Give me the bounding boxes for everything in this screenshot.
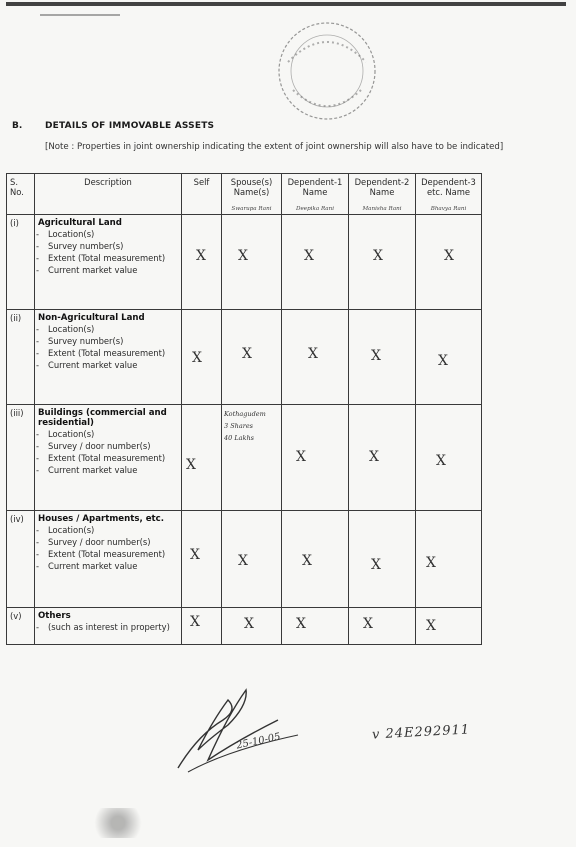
note-line: Kothagudem — [224, 410, 266, 418]
list-item: - Extent (Total measurement) — [38, 252, 178, 264]
handwritten-signature — [168, 680, 308, 780]
table-row — [7, 405, 482, 511]
cross-mark: X — [244, 616, 254, 632]
list-item: - Survey number(s) — [38, 240, 178, 252]
dependent-3-cell — [416, 215, 482, 310]
section-number: B. — [12, 121, 23, 131]
note-line: 3 Shares — [224, 422, 254, 430]
self-cell — [182, 608, 222, 645]
list-item: - Current market value — [38, 560, 178, 572]
cross-mark: X — [190, 547, 200, 563]
cross-mark: X — [369, 449, 379, 465]
dependent-3-handwritten-name: Bhavya Rani — [430, 206, 467, 212]
list-item: - Extent (Total measurement) — [38, 452, 178, 464]
dependent-3-cell — [416, 511, 482, 608]
table-row — [7, 310, 482, 405]
cross-mark: X — [242, 346, 252, 362]
handwritten-reference: v 24E292911 — [371, 722, 471, 743]
dependent-1-cell — [282, 608, 349, 645]
cross-mark: X — [444, 248, 454, 264]
table-row — [7, 511, 482, 608]
list-item: - Survey / door number(s) — [38, 536, 178, 548]
list-item: - Location(s) — [38, 428, 178, 440]
row-sno: (iv) — [7, 511, 35, 608]
dependent-2-handwritten-name: Manisha Rani — [362, 206, 402, 212]
row-description — [35, 310, 182, 405]
row-sno: (v) — [7, 608, 35, 645]
dependent-3-cell — [416, 405, 482, 511]
row-title: Others — [38, 611, 71, 621]
cross-mark: X — [373, 248, 383, 264]
immovable-assets-table — [6, 173, 482, 645]
dependent-3-cell — [416, 310, 482, 405]
official-seal-stamp — [268, 12, 386, 130]
list-item: - Survey number(s) — [38, 335, 178, 347]
spouse-cell — [222, 511, 282, 608]
row-description — [35, 608, 182, 645]
list-item: - Extent (Total measurement) — [38, 548, 178, 560]
row-title: Agricultural Land — [38, 218, 122, 228]
top-edge-mark — [40, 14, 120, 16]
section-note: [Note : Properties in joint ownership indicating the extent of joint ownership will also have to be indicated] — [45, 142, 504, 152]
cross-mark: X — [192, 350, 202, 366]
spouse-cell — [222, 215, 282, 310]
list-item: - (such as interest in property) — [38, 621, 178, 633]
top-edge-line — [6, 2, 566, 9]
row-sno: (i) — [7, 215, 35, 310]
row-description — [35, 511, 182, 608]
cross-mark: X — [371, 348, 381, 364]
cross-mark: X — [296, 449, 306, 465]
row-description — [35, 405, 182, 511]
list-item: - Location(s) — [38, 323, 178, 335]
list-item: - Survey / door number(s) — [38, 440, 178, 452]
dependent-2-cell — [349, 608, 416, 645]
header-dependent-2-label: Dependent-2 Name — [354, 177, 410, 197]
list-item: - Location(s) — [38, 228, 178, 240]
table-row — [7, 215, 482, 310]
list-item: - Extent (Total measurement) — [38, 347, 178, 359]
header-spouse-label: Spouse(s) Name(s) — [230, 177, 273, 197]
cross-mark: X — [304, 248, 314, 264]
smudge-mark — [88, 808, 148, 838]
list-item: - Current market value — [38, 464, 178, 476]
dependent-2-cell — [349, 405, 416, 511]
cross-mark: X — [238, 248, 248, 264]
cross-mark: X — [186, 457, 196, 473]
spouse-cell — [222, 310, 282, 405]
cross-mark: X — [363, 616, 373, 632]
cross-mark: X — [426, 618, 436, 634]
list-item: - Current market value — [38, 359, 178, 371]
dependent-2-cell — [349, 215, 416, 310]
spouse-cell — [222, 608, 282, 645]
table-row — [7, 608, 482, 645]
signature-date: 25-10-05 — [235, 731, 282, 752]
cross-mark: X — [438, 353, 448, 369]
cross-mark: X — [436, 453, 446, 469]
header-spouse — [222, 174, 282, 215]
self-cell — [182, 405, 222, 511]
header-description: Description — [35, 174, 182, 215]
header-dependent-3-label: Dependent-3 etc. Name — [421, 177, 476, 197]
header-dependent-1 — [282, 174, 349, 215]
cross-mark: X — [296, 616, 306, 632]
section-title: DETAILS OF IMMOVABLE ASSETS — [45, 121, 215, 131]
row-sno: (ii) — [7, 310, 35, 405]
dependent-3-cell — [416, 608, 482, 645]
dependent-1-cell — [282, 310, 349, 405]
row-title: Buildings (commercial and residential) — [38, 408, 167, 428]
dependent-1-cell — [282, 215, 349, 310]
spouse-handwritten-name: Swarupa Rani — [231, 206, 272, 212]
list-item: - Current market value — [38, 264, 178, 276]
cross-mark: X — [196, 248, 206, 264]
dependent-1-handwritten-name: Deepika Rani — [295, 206, 335, 212]
row-description — [35, 215, 182, 310]
spouse-cell — [222, 405, 282, 511]
row-title: Houses / Apartments, etc. — [38, 514, 165, 524]
header-dependent-2 — [349, 174, 416, 215]
cross-mark: X — [190, 614, 200, 630]
note-line: 40 Lakhs — [224, 434, 254, 442]
self-cell — [182, 310, 222, 405]
cross-mark: X — [371, 557, 381, 573]
cross-mark: X — [426, 555, 436, 571]
spouse-building-note — [224, 408, 266, 444]
self-cell — [182, 215, 222, 310]
header-sno: S. No. — [7, 174, 35, 215]
dependent-2-cell — [349, 511, 416, 608]
header-dependent-3 — [416, 174, 482, 215]
dependent-1-cell — [282, 405, 349, 511]
row-sno: (iii) — [7, 405, 35, 511]
list-item: - Location(s) — [38, 524, 178, 536]
row-title: Non-Agricultural Land — [38, 313, 145, 323]
table-header-row — [7, 174, 482, 215]
self-cell — [182, 511, 222, 608]
cross-mark: X — [238, 553, 248, 569]
header-dependent-1-label: Dependent-1 Name — [287, 177, 343, 197]
dependent-2-cell — [349, 310, 416, 405]
cross-mark: X — [308, 346, 318, 362]
dependent-1-cell — [282, 511, 349, 608]
cross-mark: X — [302, 553, 312, 569]
header-self: Self — [182, 174, 222, 215]
